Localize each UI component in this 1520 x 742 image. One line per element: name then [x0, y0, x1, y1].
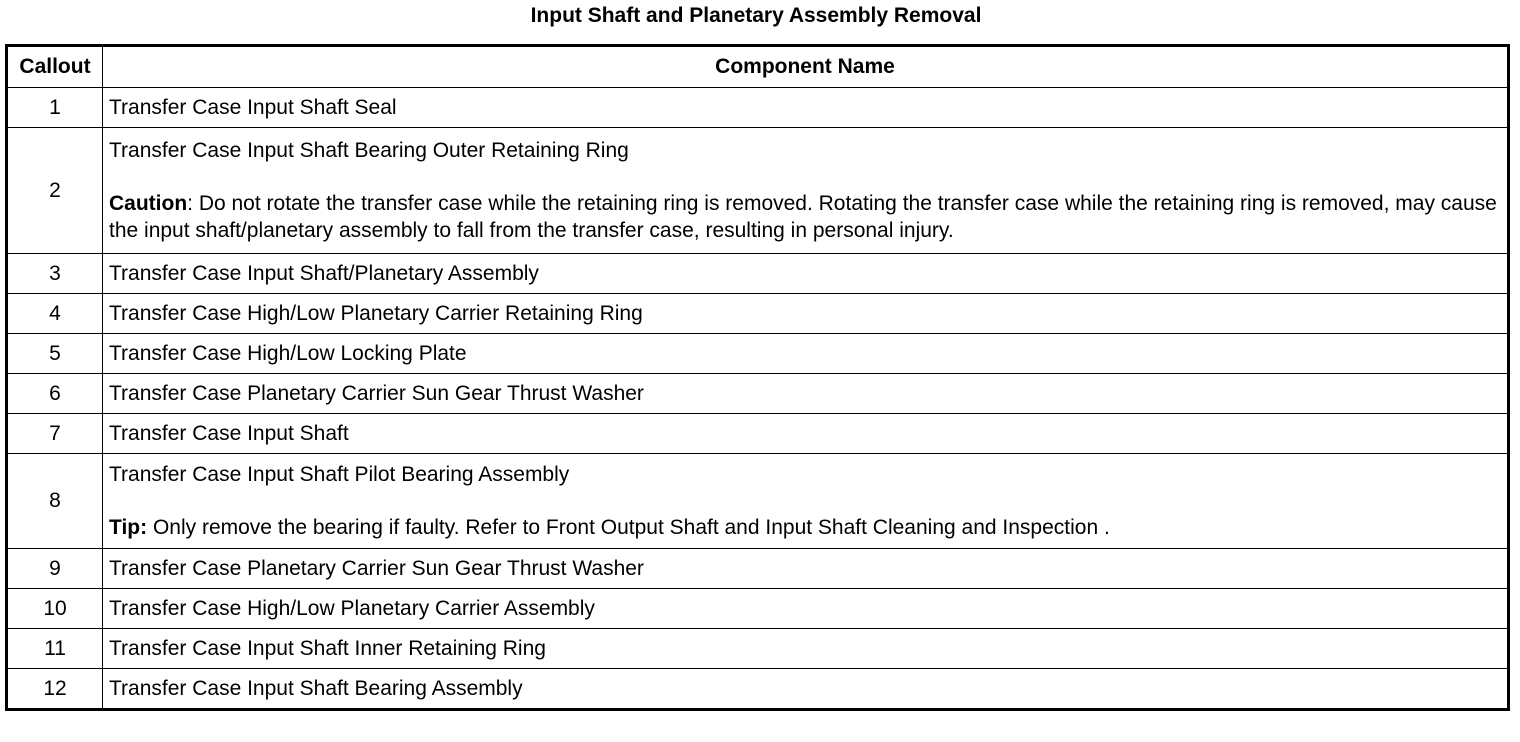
component-name: Transfer Case Input Shaft Pilot Bearing Assembly	[109, 462, 570, 486]
caution-label: Caution	[109, 191, 188, 215]
tip-text: Only remove the bearing if faulty. Refer to Front Output Shaft and Input Shaft Cleaning and Inspection .	[152, 515, 1110, 539]
document-title: Input Shaft and Planetary Assembly Removal	[530, 4, 982, 27]
table-row	[7, 454, 1509, 549]
callout-column-header: Callout	[7, 46, 103, 88]
callout-number: 9	[7, 549, 103, 589]
callout-number: 5	[7, 334, 103, 374]
table-row	[7, 589, 1509, 629]
table-row	[7, 334, 1509, 374]
component-name: Transfer Case High/Low Locking Plate	[103, 334, 1509, 374]
component-name: Transfer Case Input Shaft Bearing Assembly	[103, 669, 1509, 710]
callout-number: 3	[7, 254, 103, 294]
component-name: Transfer Case High/Low Planetary Carrier Retaining Ring	[103, 294, 1509, 334]
component-name: Transfer Case Input Shaft Seal	[103, 88, 1509, 128]
caution-text: Do not rotate the transfer case while the retaining ring is removed. Rotating the transfer case while the retaining ring is removed, may cause the input shaft/planetary assembly to fall from the transfer case, resulting in personal injury.	[109, 191, 1497, 242]
callout-number: 7	[7, 414, 103, 454]
component-name: Transfer Case Input Shaft	[103, 414, 1509, 454]
component-name: Transfer Case Input Shaft Bearing Outer Retaining Ring	[109, 138, 629, 162]
callout-number: 4	[7, 294, 103, 334]
table-row	[7, 294, 1509, 334]
callout-number: 6	[7, 374, 103, 414]
table-row	[7, 414, 1509, 454]
table-row	[7, 88, 1509, 128]
table-row	[7, 629, 1509, 669]
component-name: Transfer Case Planetary Carrier Sun Gear Thrust Washer	[103, 374, 1509, 414]
component-name: Transfer Case Input Shaft Inner Retaining Ring	[103, 629, 1509, 669]
callout-number: 1	[7, 88, 103, 128]
component-cell	[103, 454, 1509, 549]
tip-label: Tip:	[109, 515, 148, 539]
component-cell	[103, 128, 1509, 254]
components-table	[5, 44, 1510, 711]
table-row	[7, 374, 1509, 414]
component-name: Transfer Case High/Low Planetary Carrier Assembly	[103, 589, 1509, 629]
table-header-row	[7, 46, 1509, 88]
callout-number: 11	[7, 629, 103, 669]
callout-number: 12	[7, 669, 103, 710]
table-row	[7, 669, 1509, 710]
caution-separator: :	[187, 191, 199, 215]
component-name: Transfer Case Input Shaft/Planetary Assembly	[103, 254, 1509, 294]
component-name: Transfer Case Planetary Carrier Sun Gear Thrust Washer	[103, 549, 1509, 589]
table-row	[7, 254, 1509, 294]
component-name-column-header: Component Name	[103, 46, 1509, 88]
tip-note	[109, 514, 1501, 541]
caution-note	[109, 190, 1501, 244]
callout-number: 10	[7, 589, 103, 629]
callout-number: 8	[7, 454, 103, 549]
table-row	[7, 128, 1509, 254]
callout-number: 2	[7, 128, 103, 254]
table-row	[7, 549, 1509, 589]
